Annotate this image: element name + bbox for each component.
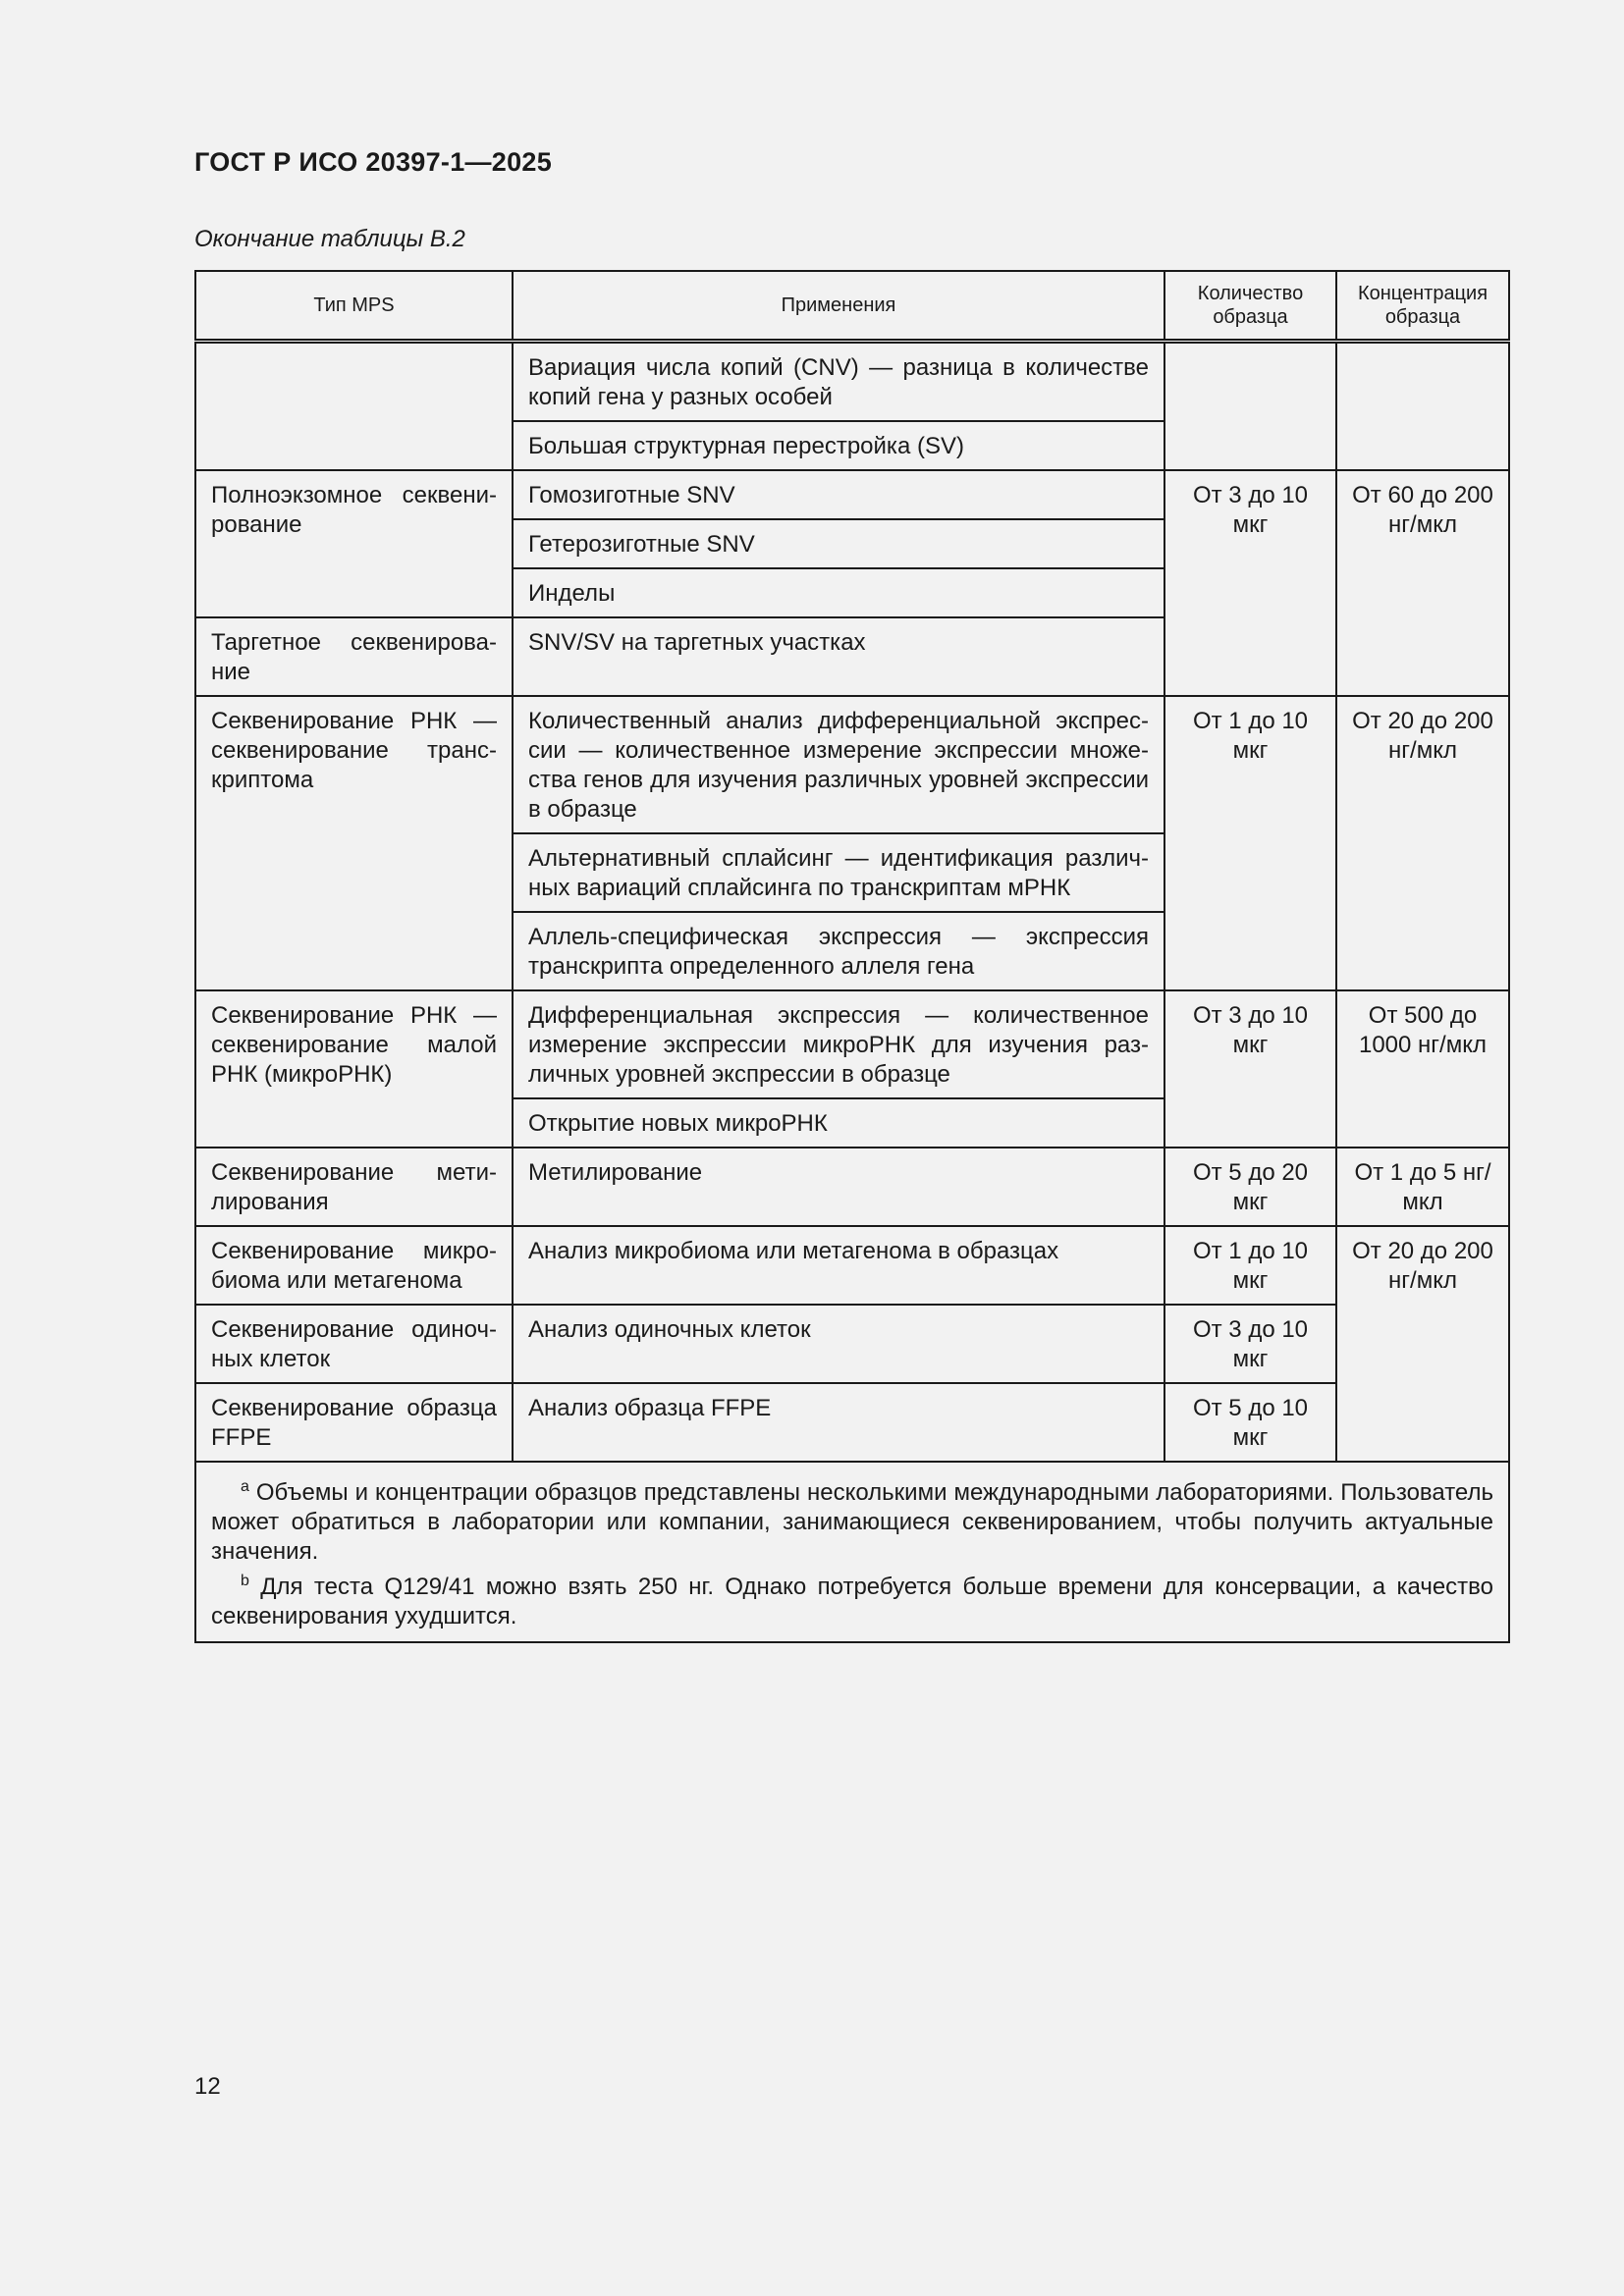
table-caption: Окончание таблицы В.2 <box>194 226 465 252</box>
cell-sample-amount: От 1 до 10 мкг <box>1164 1226 1336 1305</box>
header-applications: Применения <box>513 271 1164 342</box>
cell-sample-concentration: От 20 до 200 нг/мкл <box>1336 696 1509 990</box>
header-sample-amount: Количество образца <box>1164 271 1336 342</box>
cell-application: Гетерозиготные SNV <box>513 519 1164 568</box>
cell-application: Анализ образца FFPE <box>513 1383 1164 1462</box>
cell-sample-amount: От 5 до 10 мкг <box>1164 1383 1336 1462</box>
cell-application: SNV/SV на таргетных участках <box>513 617 1164 696</box>
footnote-b-mark: b <box>241 1573 249 1589</box>
cell-sample-concentration: От 20 до 200 нг/мкл <box>1336 1226 1509 1462</box>
table-row <box>195 696 1509 833</box>
sequencing-requirements-table <box>194 270 1510 1643</box>
footnote-b <box>211 1567 1493 1631</box>
cell-mps-type: Секвенирование метилирования <box>195 1148 513 1226</box>
footnote-a-text: Объемы и концентрации образцов представлены несколькими международными лабораториями. Пользователь может обратиться в лаборатории или компании, занимающиеся секвенированием, чтобы получить актуальные значения. <box>211 1479 1493 1565</box>
cell-application: Метилирование <box>513 1148 1164 1226</box>
table-row <box>195 470 1509 519</box>
cell-sample-amount: От 1 до 10 мкг <box>1164 696 1336 990</box>
cell-application: Вариация числа копий (CNV) — разница в количестве копий гена у разных особей <box>513 342 1164 422</box>
cell-sample-concentration: От 1 до 5 нг/мкл <box>1336 1148 1509 1226</box>
cell-sample-amount: От 3 до 10 мкг <box>1164 990 1336 1148</box>
table-footnotes <box>195 1462 1509 1642</box>
cell-empty-concentration <box>1336 342 1509 471</box>
cell-sample-amount: От 5 до 20 мкг <box>1164 1148 1336 1226</box>
table-row <box>195 990 1509 1098</box>
page-number: 12 <box>194 2073 221 2100</box>
cell-application: Дифференциальная экспрессия — количественное измерение экспрессии микроРНК для изучения различных уровней экспрессии в образце <box>513 990 1164 1098</box>
footnote-a-mark: a <box>241 1478 249 1495</box>
cell-sample-amount: От 3 до 10 мкг <box>1164 470 1336 696</box>
cell-mps-type: Таргетное секвенирование <box>195 617 513 696</box>
table-row <box>195 1148 1509 1226</box>
header-sample-concentration: Концентрация образца <box>1336 271 1509 342</box>
cell-empty-type <box>195 342 513 471</box>
cell-application: Количественный анализ дифференциальной экспрессии — количественное измерение экспрессии множества генов для изучения различных уровней экспрессии в образце <box>513 696 1164 833</box>
cell-application: Анализ микробиома или метагенома в образцах <box>513 1226 1164 1305</box>
table-row <box>195 1226 1509 1305</box>
cell-mps-type: Секвенирование одиночных клеток <box>195 1305 513 1383</box>
document-header: ГОСТ Р ИСО 20397-1—2025 <box>194 147 553 177</box>
cell-application: Анализ одиночных клеток <box>513 1305 1164 1383</box>
cell-mps-type: Секвенирование образца FFPE <box>195 1383 513 1462</box>
cell-sample-concentration: От 500 до 1000 нг/мкл <box>1336 990 1509 1148</box>
table-footnotes-row <box>195 1462 1509 1642</box>
footnote-a <box>211 1472 1493 1567</box>
cell-mps-type: Секвенирование РНК — секвенирование малой РНК (микроРНК) <box>195 990 513 1148</box>
table-row <box>195 1305 1509 1383</box>
cell-application: Гомозиготные SNV <box>513 470 1164 519</box>
cell-application: Открытие новых микроРНК <box>513 1098 1164 1148</box>
cell-mps-type: Секвенирование РНК — секвенирование транскриптома <box>195 696 513 990</box>
cell-empty-amount <box>1164 342 1336 471</box>
header-mps-type: Тип MPS <box>195 271 513 342</box>
cell-mps-type: Полноэкзомное секвенирование <box>195 470 513 617</box>
table-row <box>195 342 1509 422</box>
table-row <box>195 1383 1509 1462</box>
cell-mps-type: Секвенирование микробиома или метагенома <box>195 1226 513 1305</box>
cell-application: Инделы <box>513 568 1164 617</box>
cell-application: Аллель-специфическая экспрессия — экспрессия транскрипта определенного аллеля гена <box>513 912 1164 990</box>
cell-application: Альтернативный сплайсинг — идентификация различных вариаций сплайсинга по транскриптам мРНК <box>513 833 1164 912</box>
table-header-row <box>195 271 1509 342</box>
cell-application: Большая структурная перестройка (SV) <box>513 421 1164 470</box>
footnote-b-text: Для теста Q129/41 можно взять 250 нг. Однако потребуется больше времени для консервации, а качество секвенирования ухудшится. <box>211 1574 1494 1629</box>
cell-sample-concentration: От 60 до 200 нг/мкл <box>1336 470 1509 696</box>
cell-sample-amount: От 3 до 10 мкг <box>1164 1305 1336 1383</box>
